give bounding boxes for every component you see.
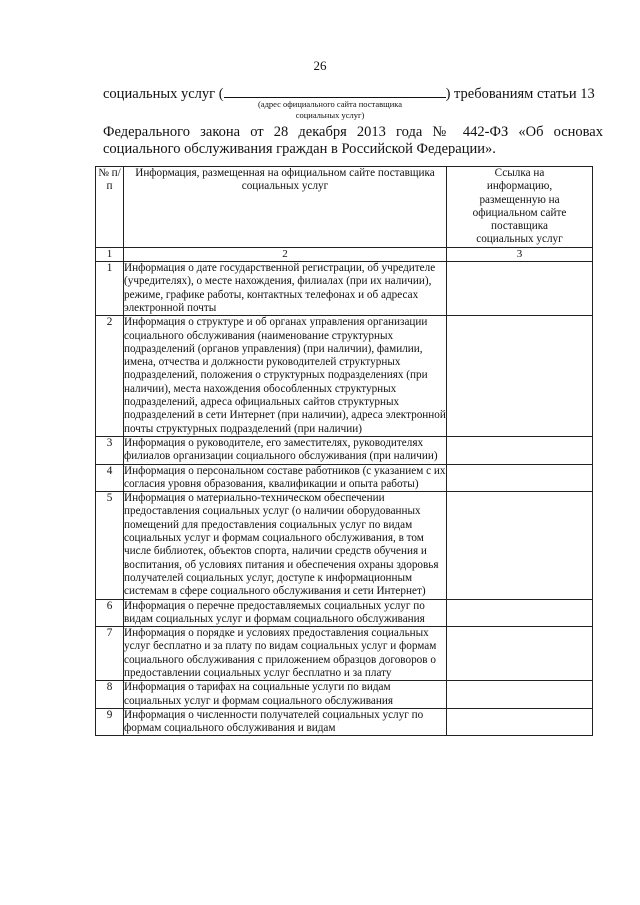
table-row [96, 599, 593, 627]
row-link-cell[interactable] [447, 436, 593, 464]
row-number: 1 [96, 262, 124, 316]
column-index-2: 2 [124, 247, 447, 261]
table-row [96, 627, 593, 681]
law-reference-line-1: Федерального закона от 28 декабря 2013 года № 442-ФЗ «Об основах [103, 124, 603, 140]
column-index-row [96, 247, 593, 261]
law-reference-paragraph [103, 124, 603, 158]
table-row [96, 436, 593, 464]
website-address-blank [224, 84, 446, 98]
row-number: 5 [96, 492, 124, 599]
row-link-cell[interactable] [447, 316, 593, 437]
table-header-row [96, 167, 593, 248]
column-index-1: 1 [96, 247, 124, 261]
row-information: Информация о персональном составе работников (с указанием с их согласия уровня образования, квалификации и опыта работы) [124, 464, 446, 490]
row-link-cell[interactable] [447, 627, 593, 681]
row-number: 3 [96, 436, 124, 464]
row-information: Информация о дате государственной регистрации, об учредителе (учредителях), о месте нахождения, филиалах (при их наличии), режиме, графике работы, контактных телефонах и об адресах электронной почты [124, 262, 447, 316]
website-address-note: (адрес официального сайта поставщика социальных услуг) [257, 99, 403, 120]
table-row [96, 492, 593, 599]
information-table [95, 166, 593, 736]
row-number: 7 [96, 627, 124, 681]
row-number: 9 [96, 708, 124, 736]
header-line-start: социальных услуг ( [103, 86, 224, 102]
row-link-cell[interactable] [447, 599, 593, 627]
row-link-cell[interactable] [447, 681, 593, 709]
row-information: Информация о структуре и об органах управления организации социального обслуживания (наименование структурных подразделений (органов управления) (при наличии), фамилии, имена, отчества и должности руководителей структурных подразделений, положения о структурных подразделениях (при наличии), места нахождения обособленных структурных подразделений, адреса официальных сайтов структурных подразделений в сети Интернет (при наличии), адреса электронной почты структурных подразделений (при наличии) [124, 316, 446, 435]
row-information: Информация о тарифах на социальные услуги по видам социальных услуг и формам социального обслуживания [124, 681, 447, 709]
row-number: 8 [96, 681, 124, 709]
row-number: 4 [96, 464, 124, 492]
row-information: Информация о численности получателей социальных услуг по формам социального обслуживания и видам [124, 708, 447, 736]
page-number: 26 [313, 58, 327, 73]
row-number: 2 [96, 316, 124, 437]
header-information: Информация, размещенная на официальном сайте поставщика социальных услуг [124, 167, 447, 248]
row-link-cell[interactable] [447, 708, 593, 736]
table-row [96, 464, 593, 492]
row-link-cell[interactable] [447, 464, 593, 492]
row-information: Информация о руководителе, его заместителях, руководителях филиалов организации социального обслуживания (при наличии) [124, 436, 447, 464]
law-reference-line-2: социального обслуживания граждан в Российской Федерации». [103, 141, 496, 157]
row-link-cell[interactable] [447, 262, 593, 316]
row-link-cell[interactable] [447, 492, 593, 599]
table-row [96, 316, 593, 437]
column-index-3: 3 [447, 247, 593, 261]
header-link: Ссылка на информацию, размещенную на официальном сайте поставщика социальных услуг [447, 167, 593, 248]
table-row [96, 681, 593, 709]
row-number: 6 [96, 599, 124, 627]
row-information: Информация о перечне предоставляемых социальных услуг по видам социальных услуг и формам социального обслуживания [124, 599, 447, 627]
header-line-end: ) требованиям статьи 13 [445, 86, 595, 102]
table-row [96, 262, 593, 316]
row-information: Информация о порядке и условиях предоставления социальных услуг бесплатно и за плату по видам социальных услуг и формам социального обслуживания с приложением образцов договоров о предоставлении социальных услуг бесплатно и за плату [124, 627, 447, 681]
row-information: Информация о материально-техническом обеспечении предоставления социальных услуг (о наличии оборудованных помещений для предоставления социальных услуг по видам социальных услуг и формам социального обслуживания, в том числе библиотек, объектов спорта, наличии средств обучения и воспитания, об условиях питания и обеспечения охраны здоровья получателей социальных услуг, доступе к информационным системам в сфере социального обслуживания и сети Интернет) [124, 492, 447, 599]
header-number: № п/п [96, 167, 124, 248]
table-row [96, 708, 593, 736]
